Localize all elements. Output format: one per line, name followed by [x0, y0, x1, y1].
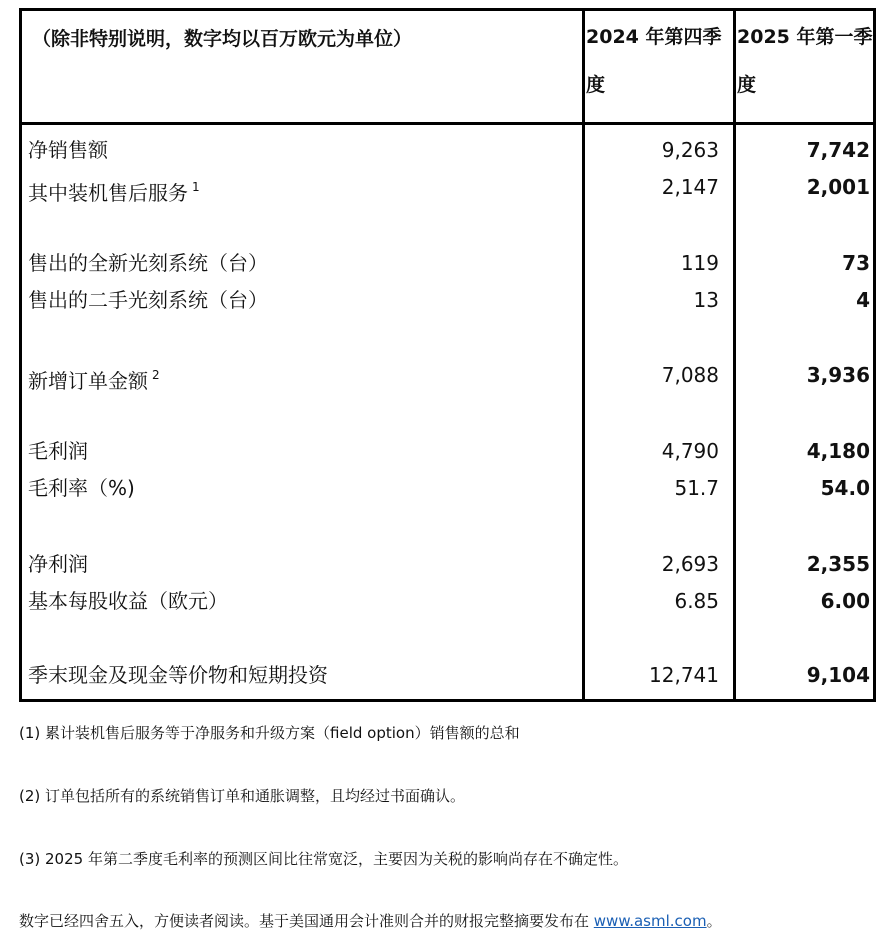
value-q4-2024: 119 [680, 251, 719, 275]
value-q1-2025: 6.00 [820, 589, 870, 613]
rounding-note: 数字已经四舍五入，方便读者阅读。基于美国通用会计准则合并的财报完整摘要发布在 www.asml.com。 [19, 912, 722, 930]
row-label: 基本每股收益（欧元） [28, 589, 228, 613]
footnote-1: (1) 累计装机售后服务等于净服务和升级方案（field option）销售额的总和 [19, 724, 520, 742]
value-q1-2025: 73 [842, 251, 870, 275]
value-q4-2024: 7,088 [661, 363, 719, 387]
asml-website-link[interactable]: www.asml.com [593, 912, 707, 930]
value-q4-2024: 13 [693, 288, 719, 312]
row-label: 售出的全新光刻系统（台） [28, 251, 268, 275]
header-q1-2025: 2025 年第一季度 [737, 26, 873, 96]
value-q1-2025: 9,104 [806, 663, 870, 687]
value-q1-2025: 2,355 [806, 552, 870, 576]
table-row [22, 248, 873, 278]
row-label: 售出的二手光刻系统（台） [28, 288, 268, 312]
table-row [22, 473, 873, 503]
row-label: 季末现金及现金等价物和短期投资 [28, 663, 328, 687]
value-q1-2025: 4,180 [806, 439, 870, 463]
footnote-2: (2) 订单包括所有的系统销售订单和通胀调整，且均经过书面确认。 [19, 787, 466, 805]
table-row [22, 285, 873, 315]
table-row [22, 660, 873, 690]
financial-table [19, 8, 876, 702]
row-label: 毛利润 [28, 439, 88, 463]
row-label: 其中装机售后服务 $^1$ [28, 180, 200, 205]
footnote-marker: 2 [152, 368, 160, 382]
row-label: 净销售额 [28, 138, 108, 162]
value-q1-2025: 7,742 [806, 138, 870, 162]
value-q4-2024: 6.85 [674, 589, 719, 613]
header-units-label: （除非特别说明，数字均以百万欧元为单位） [32, 28, 413, 50]
value-q4-2024: 4,790 [661, 439, 719, 463]
row-label: 净利润 [28, 552, 88, 576]
table-row [22, 360, 873, 393]
value-q4-2024: 51.7 [674, 476, 719, 500]
value-q4-2024: 2,693 [661, 552, 719, 576]
table-row [22, 135, 873, 165]
value-q1-2025: 4 [856, 288, 870, 312]
footnote-3: (3) 2025 年第二季度毛利率的预测区间比往常宽泛，主要因为关税的影响尚存在不确定性。 [19, 850, 628, 868]
table-row [22, 586, 873, 616]
value-q4-2024: 2,147 [661, 175, 719, 199]
table-row [22, 436, 873, 466]
value-q4-2024: 9,263 [661, 138, 719, 162]
value-q1-2025: 3,936 [806, 363, 870, 387]
header-divider [22, 122, 873, 125]
header-q4-2024: 2024 年第四季度 [586, 26, 722, 96]
footnote-marker: 1 [192, 180, 200, 194]
row-label: 毛利率（%) [28, 476, 135, 500]
value-q1-2025: 54.0 [820, 476, 870, 500]
value-q1-2025: 2,001 [806, 175, 870, 199]
table-row [22, 549, 873, 579]
row-label: 新增订单金额 $^2$ [28, 368, 160, 393]
table-row [22, 172, 873, 205]
value-q4-2024: 12,741 [649, 663, 719, 687]
